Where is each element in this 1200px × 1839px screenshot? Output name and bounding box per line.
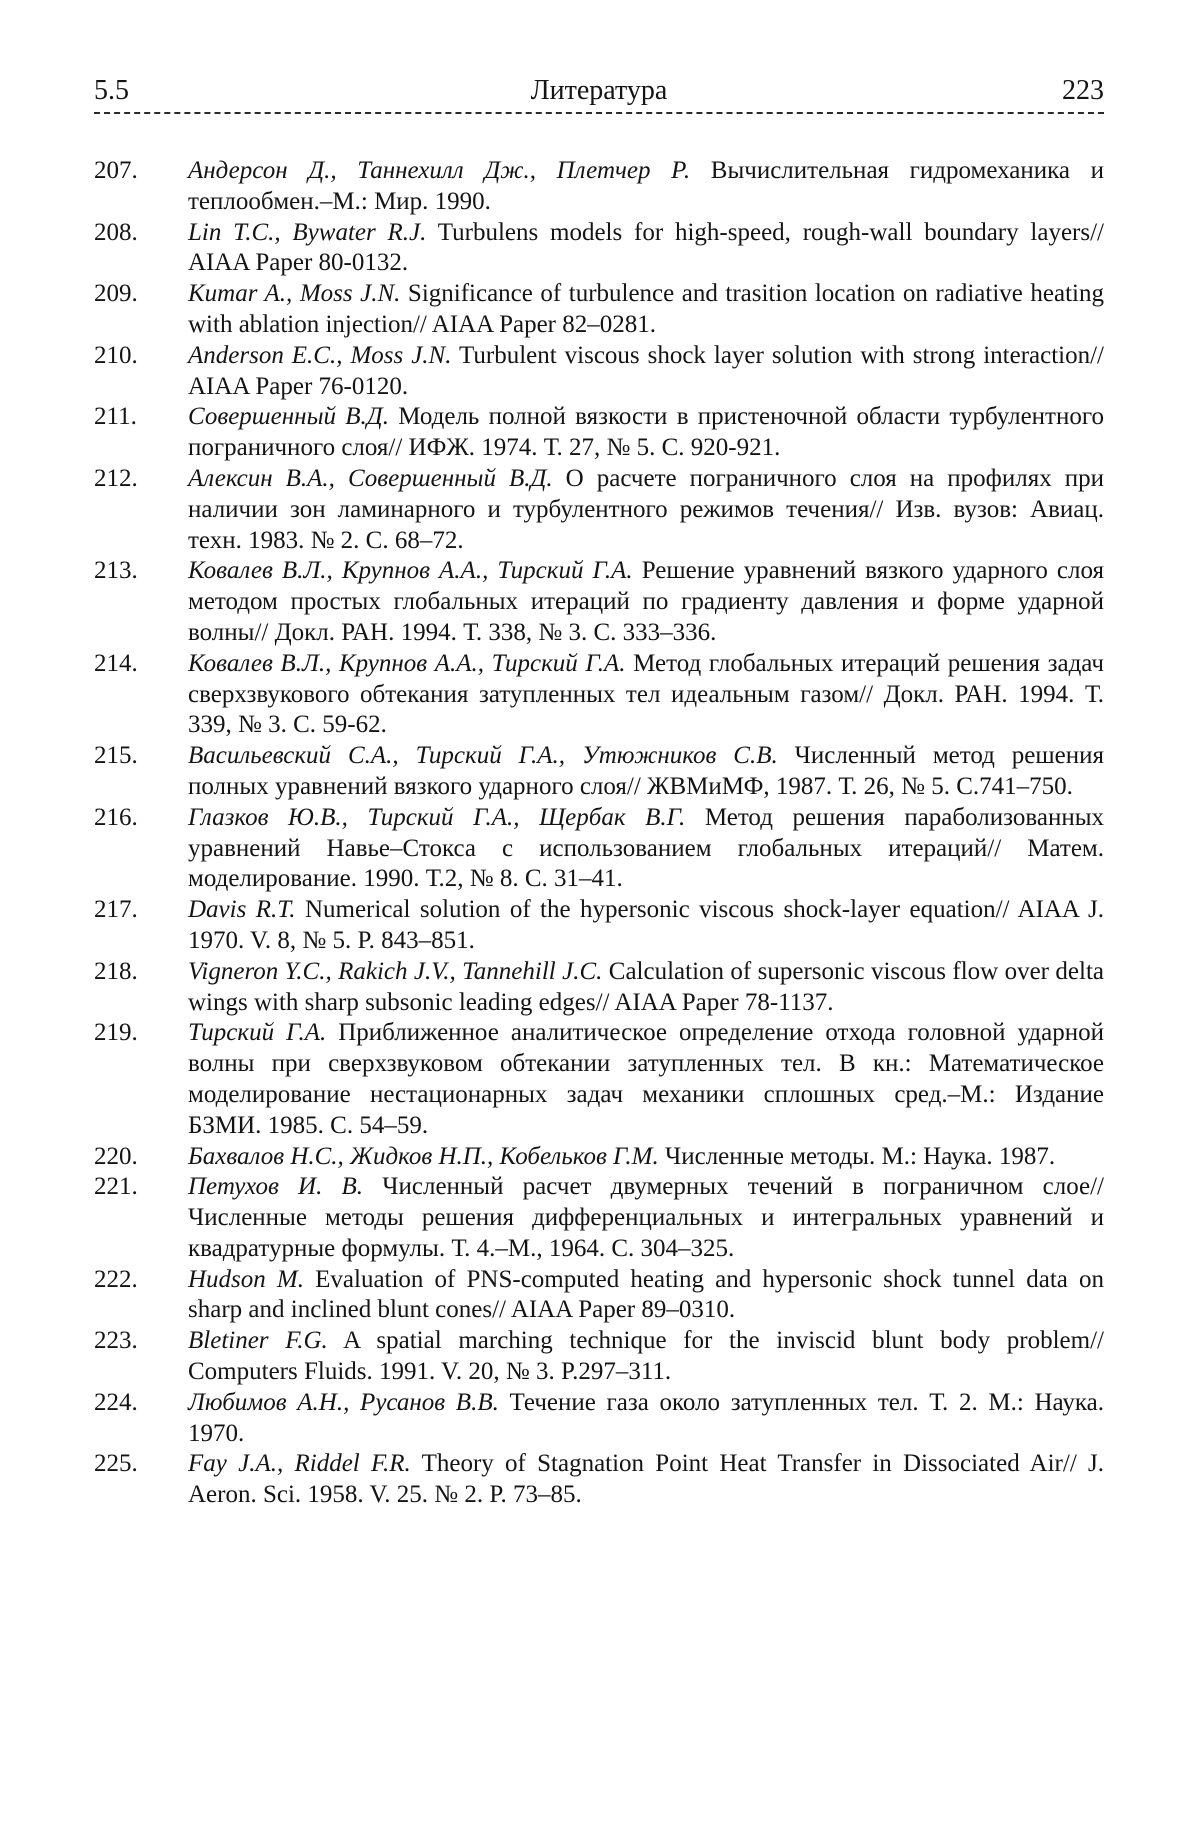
reference-authors: Hudson M.	[188, 1265, 304, 1293]
reference-authors: Fay J.A., Riddel F.R.	[188, 1450, 411, 1478]
reference-number: 210.	[94, 341, 138, 369]
reference-text: Turbulens models for high-speed, rough-wall boundary layers// AIAA Paper 80-0132.	[188, 218, 1104, 277]
header-title: Литература	[530, 75, 668, 106]
reference-text: О расчете пограничного слоя на профилях при наличии зон ламинарного и турбулентного режимов течения// Изв. вузов: Авиац. техн. 1983. № 2. С. 68–72.	[188, 464, 1104, 554]
reference-authors: Глазков Ю.В., Тирский Г.А., Щербак В.Г.	[188, 803, 686, 831]
reference-item	[94, 1142, 1104, 1173]
reference-authors: Anderson E.C., Moss J.N.	[188, 341, 452, 369]
reference-item	[94, 895, 1104, 957]
reference-authors: Bletiner F.G.	[188, 1327, 328, 1355]
reference-authors: Алексин В.А., Совершенный В.Д.	[188, 464, 553, 492]
reference-number: 214.	[94, 649, 138, 677]
reference-authors: Kumar A., Moss J.N.	[188, 280, 401, 308]
reference-authors: Совершенный В.Д.	[188, 403, 389, 431]
reference-authors: Lin T.C., Bywater R.J.	[188, 218, 427, 246]
reference-item	[94, 402, 1104, 464]
reference-text: Решение уравнений вязкого ударного слоя методом простых глобальных итераций по градиенту давления и форме ударной волны// Докл. РАН. 1994. Т. 338, № 3. С. 333–336.	[188, 557, 1104, 646]
reference-item	[94, 649, 1104, 741]
reference-item	[94, 156, 1104, 218]
reference-authors: Ковалев В.Л., Крупнов А.А., Тирский Г.А.	[188, 557, 633, 585]
reference-text: Течение газа около затупленных тел. Т. 2. М.: Наука. 1970.	[188, 1388, 1104, 1447]
reference-item	[94, 1018, 1104, 1141]
reference-item	[94, 1388, 1104, 1450]
reference-item	[94, 741, 1104, 803]
reference-item	[94, 1172, 1104, 1264]
reference-number: 225.	[94, 1450, 138, 1478]
reference-number: 221.	[94, 1173, 138, 1201]
reference-authors: Vigneron Y.C., Rakich J.V., Tannehill J.C.	[188, 957, 603, 985]
reference-number: 209.	[94, 280, 138, 308]
reference-text: Turbulent viscous shock layer solution with strong interaction// AIAA Paper 76-0120.	[188, 341, 1105, 400]
reference-text: Численный метод решения полных уравнений вязкого ударного слоя// ЖВМиМФ, 1987. Т. 26, № 5. С.741–750.	[188, 742, 1104, 800]
reference-number: 213.	[94, 557, 138, 585]
reference-item	[94, 1326, 1104, 1388]
reference-number: 218.	[94, 957, 138, 985]
reference-text: Numerical solution of the hypersonic viscous shock-layer equation// AIAA J. 1970. V. 8, № 5. P. 843–851.	[188, 896, 1104, 954]
reference-text: Theory of Stagnation Point Heat Transfer in Dissociated Air// J. Aeron. Sci. 1958. V. 25. № 2. P. 73–85.	[188, 1450, 1105, 1509]
reference-number: 217.	[94, 896, 138, 924]
reference-text: Численный расчет двумерных течений в пограничном слое// Численные методы решения дифференциальных и интегральных уравнений и квадратурные формулы. Т. 4.–М., 1964. С. 304–325.	[188, 1173, 1105, 1262]
reference-text: Evaluation of PNS-computed heating and hypersonic shock tunnel data on sharp and inclined blunt cones// AIAA Paper 89–0310.	[188, 1265, 1104, 1324]
reference-list	[94, 156, 1104, 1511]
reference-authors: Любимов А.Н., Русанов В.В.	[188, 1388, 499, 1416]
reference-item	[94, 218, 1104, 280]
reference-number: 208.	[94, 218, 138, 246]
reference-authors: Davis R.T.	[188, 896, 296, 924]
reference-text: Метод решения параболизованных уравнений Навье–Стокса с использованием глобальных итераций// Матем. моделирование. 1990. Т.2, № 8. С. 31–41.	[188, 803, 1104, 893]
page-number: 223	[1062, 75, 1104, 106]
reference-text: Численные методы. М.: Наука. 1987.	[658, 1142, 1056, 1170]
reference-item	[94, 279, 1104, 341]
reference-number: 220.	[94, 1142, 138, 1170]
reference-item	[94, 1265, 1104, 1327]
reference-number: 223.	[94, 1327, 138, 1355]
reference-authors: Андерсон Д., Таннехилл Дж., Плетчер Р.	[188, 157, 691, 184]
reference-number: 224.	[94, 1388, 138, 1416]
reference-number: 211.	[94, 403, 137, 431]
reference-text: A spatial marching technique for the inviscid blunt body problem// Computers Fluids. 1991. V. 20, № 3. P.297–311.	[188, 1327, 1104, 1386]
reference-text: Модель полной вязкости в пристеночной области турбулентного пограничного слоя// ИФЖ. 1974. Т. 27, № 5. С. 920-921.	[188, 403, 1104, 462]
reference-authors: Бахвалов Н.С., Жидков Н.П., Кобельков Г.М.	[188, 1142, 659, 1170]
reference-number: 219.	[94, 1019, 138, 1047]
reference-number: 215.	[94, 742, 138, 770]
reference-number: 207.	[94, 157, 138, 184]
reference-authors: Ковалев В.Л., Крупнов А.А., Тирский Г.А.	[188, 649, 626, 677]
reference-item	[94, 556, 1104, 648]
reference-authors: Васильевский С.А., Тирский Г.А., Утюжников С.В.	[188, 742, 778, 770]
reference-item	[94, 1449, 1104, 1511]
reference-authors: Тирский Г.А.	[188, 1019, 327, 1047]
reference-number: 222.	[94, 1265, 138, 1293]
reference-item	[94, 341, 1104, 403]
reference-item	[94, 957, 1104, 1019]
section-number: 5.5	[94, 75, 129, 106]
header-rule	[94, 112, 1104, 114]
reference-text: Приближенное аналитическое определение отхода головной ударной волны при сверхзвуковом обтекании затупленных тел. В кн.: Математическое моделирование нестационарных задач механики сплошных сред.–М.: Издание БЗМИ. 1985. С. 54–59.	[188, 1019, 1104, 1139]
reference-text: Significance of turbulence and trasition location on radiative heating with ablation injection// AIAA Paper 82–0281.	[188, 280, 1104, 338]
reference-authors: Петухов И. В.	[188, 1173, 364, 1201]
reference-item	[94, 803, 1104, 895]
reference-number: 212.	[94, 464, 138, 492]
reference-item	[94, 464, 1104, 556]
reference-text: Вычислительная гидромеханика и теплообмен.–М.: Мир. 1990.	[188, 157, 1105, 215]
reference-text: Метод глобальных итераций решения задач сверхзвукового обтекания затупленных тел идеальным газом// Докл. РАН. 1994. Т. 339, № 3. С. 59-62.	[188, 649, 1104, 739]
reference-number: 216.	[94, 803, 138, 831]
reference-text: Calculation of supersonic viscous flow over delta wings with sharp subsonic leading edges// AIAA Paper 78-1137.	[188, 957, 1104, 1016]
running-header	[94, 74, 1104, 116]
